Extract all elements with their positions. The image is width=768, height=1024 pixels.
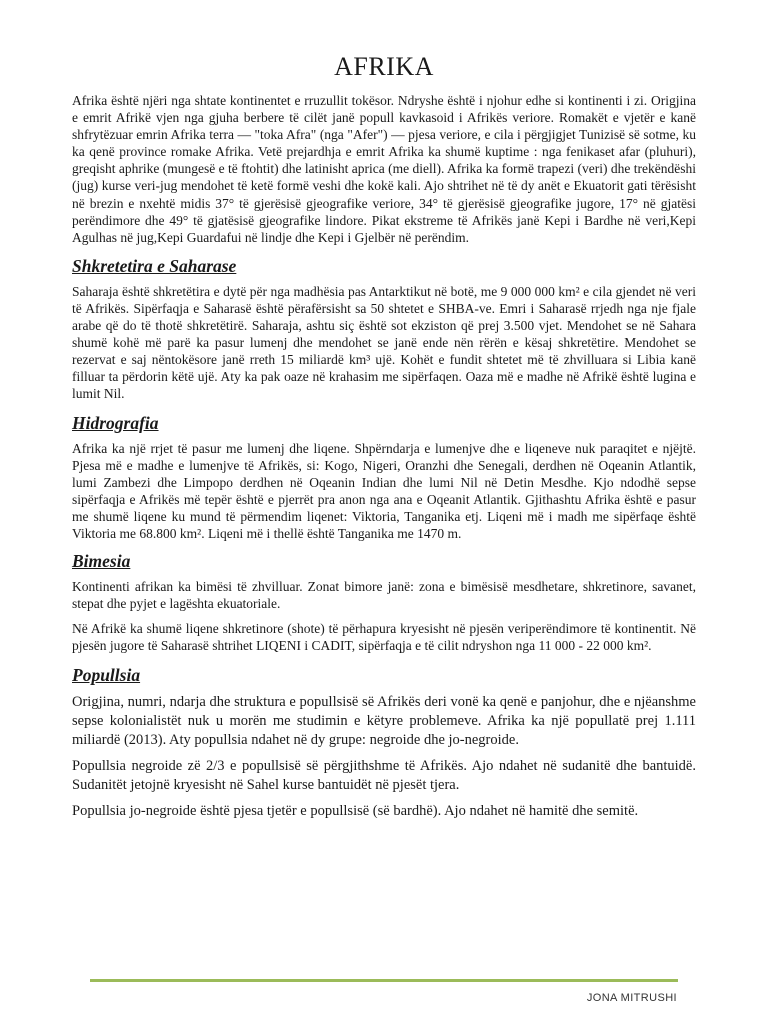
footer-divider (90, 979, 678, 982)
page-title: AFRIKA (334, 52, 434, 81)
popullsia-heading: Popullsia (72, 665, 141, 686)
hidrografia-heading: Hidrografia (72, 412, 159, 433)
popullsia-section (72, 664, 696, 821)
bimesia-heading: Bimesia (72, 551, 131, 572)
intro-section (72, 92, 696, 246)
hidrografia-section (72, 412, 696, 543)
sahara-section (72, 255, 696, 403)
footer-author: JONA MITRUSHI (586, 992, 677, 1004)
popullsia-paragraph-1: Origjina, numri, ndarja dhe struktura e popullsisë së Afrikës deri vonë ka qenë e panjohur, dhe e njëanshme sepse kolonialistët nuk u morën me studimin e këtyre problemeve. Afrika ka një popullatë prej 1.111 miliardë (2013). Aty popullsia ndahet në dy grupe: negroide dhe jo-negroide. (72, 694, 696, 748)
hidrografia-paragraph: Afrika ka një rrjet të pasur me lumenj dhe liqene. Shpërndarja e lumenjve dhe e liqeneve nuk paraqitet e njëjtë. Pjesa më e madhe e lumenjve të Afrikës, si: Kogo, Nigeri, Oranzhi dhe Senegali, derdhen në Oqeanin Atlantik, lumi Zambezi dhe Limpopo derdhen në Oqeanin Indian dhe lumi Nil në Detin Mesdhe. Kjo ndodhë sepse sipërfaqja e Afrikës më tepër është e pjerrët pra anon nga ana e Oqeanit Atlantik. Gjithashtu Afrika është e pasur me shumë liqene ku mund të përmendim liqenet: Viktoria, Tanganika etj. Liqeni më i madh me sipërfaqe është Viktoria me 68.800 km². Liqeni më i thellë është Tanganika me 1470 m. (72, 440, 696, 541)
popullsia-paragraph-2: Popullsia negroide zë 2/3 e popullsisë së përgjithshme të Afrikës. Ajo ndahet në sudanitë dhe bantuidë. Sudanitët jetojnë kryesisht në Sahel kurse bantuidët në pjesët tjera. (72, 758, 696, 793)
bimesia-section (72, 550, 696, 654)
document-page (72, 52, 696, 821)
sahara-heading: Shkretetira e Saharase (72, 255, 237, 276)
bimesia-paragraph-2: Në Afrikë ka shumë liqene shkretinore (shote) të përhapura kryesisht në pjesën veriperëndimore të kontinentit. Në pjesën jugore të Saharasë shtrihet LIQENI i CADIT, sipërfaqja e të cilit ndryshon nga 11 000 - 22 000 km². (72, 621, 696, 654)
sahara-paragraph: Saharaja është shkretëtira e dytë për nga madhësia pas Antarktikut në botë, me 9 000 000 km² e cila gjendet në veri të Afrikës. Sipërfaqja e Saharasë është përafërsisht sa 50 shtetet e SHBA-ve. Emri i Saharasë rrjedh nga nje fjale arabe që do të thotë shkretëtirë. Saharaja, ashtu siç është sot ekziston që prej 3.500 vjet. Mendohet se në Sahara shumë kohë më parë ka pasur lumenj dhe mendohet se janë ende nën rërën e kësaj shkretëtire. Mendohet se rezervat e saj nëntokësore janë rreth 15 miliardë km³ ujë. Kohët e fundit shtetet më të zhvilluara si Libia kanë filluar ta përdorin këtë ujë. Aty ka pak oaze në krahasim me sipërfaqen. Oaza më e madhe në Afrikë është lugina e lumit Nil. (72, 283, 696, 402)
intro-paragraph: Afrika është njëri nga shtate kontinentet e rruzullit tokësor. Ndryshe është i njohur edhe si kontinenti i zi. Origjina e emrit Afrikë vjen nga gjuha berbere të cilët janë popull kavkasoid i Afrikës veriore. Romakët e vjetër e kanë shfrytëzuar emrin Afrika terra — "toka Afra" (nga "Afer") — pjesa veriore, e cila i përgjigjet Tunizisë së sotme, ku ka qenë province romake Afrika. Vetë prejardhja e emrit Afrika ka shumë kuptime : nga fenikaset afar (pluhuri), greqisht aphrike (mungesë e të ftohtit) dhe latinisht aprica (me diell). Afrika ka formë trapezi (veri) dhe trekëndëshi (jug) kurse veri-jug mendohet të ketë formë veshi dhe kokë kali. Ajo shtrihet në të dy anët e Ekuatorit gati tërësisht në brezin e nxehtë midis 37° të gjerësisë gjeografike veriore, 34° të gjerësisë gjeografike jugore, 17° në gjatësi perëndimore dhe 49° të gjatësisë gjeografike lindore. Pikat ekstreme të Afrikës janë Kepi i Bardhe në veri,Kepi Agulhas në jug,Kepi Guardafui në lindje dhe Kepi i Gjelbër në perëndim. (72, 93, 696, 245)
popullsia-paragraph-3: Popullsia jo-negroide është pjesa tjetër e popullsisë (së bardhë). Ajo ndahet në hamitë dhe semitë. (72, 803, 639, 820)
bimesia-paragraph-1: Kontinenti afrikan ka bimësi të zhvilluar. Zonat bimore janë: zona e bimësisë mesdhetare, shkretinore, savanet, stepat dhe pyjet e lagështa ekuatoriale. (72, 579, 696, 612)
